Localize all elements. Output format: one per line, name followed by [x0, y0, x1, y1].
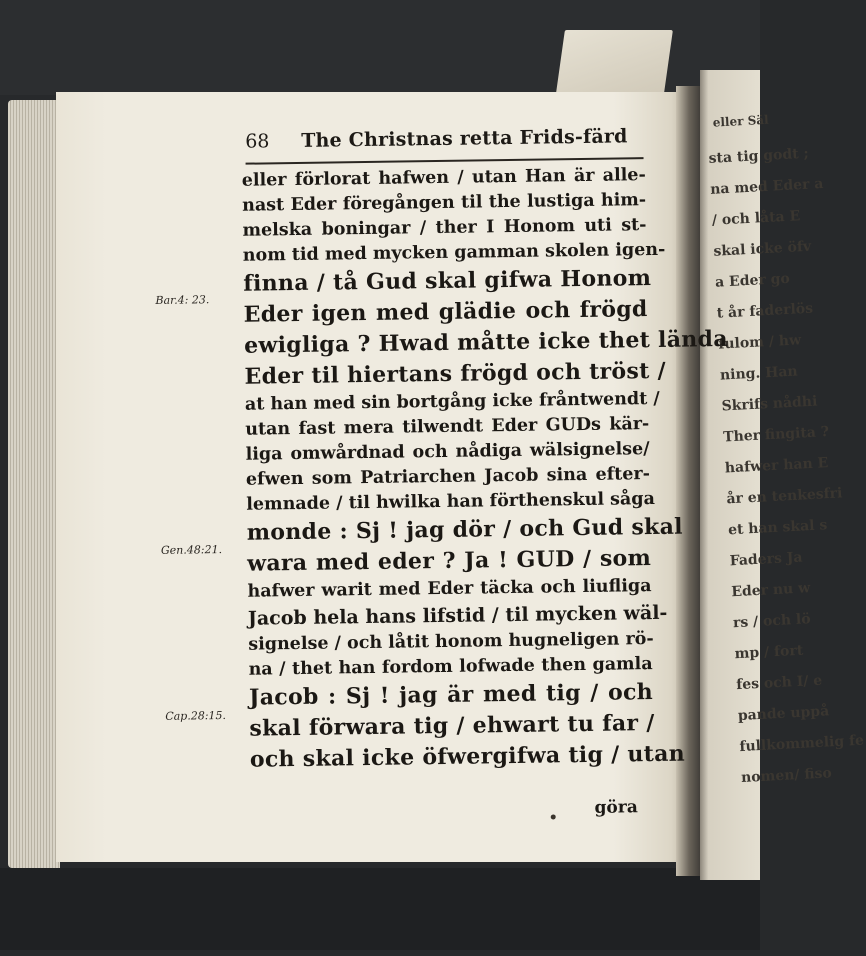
catchword: göra	[594, 797, 638, 818]
facing-page-line: a Eder go	[714, 270, 791, 291]
text-line: Jacob hela hans lifstid / til mycken wäl-	[247, 601, 668, 630]
text-line: Eder til hiertans frögd och tröst /	[244, 357, 667, 390]
text-line: monde : Sj ! jag dör / och Gud skal	[246, 513, 683, 546]
facing-page-line: hafwer han E	[724, 455, 829, 477]
facing-page-line: fullkommelig fe	[739, 732, 865, 756]
facing-page-line: skal icke öfv	[713, 238, 812, 260]
text-line: Jacob : Sj ! jag är med tig / och	[248, 679, 654, 711]
facing-page-line: år en tenkesfri	[726, 485, 843, 508]
facing-page-line: na med Eder a	[709, 175, 824, 198]
facing-page-line: et han skal s	[727, 517, 828, 539]
text-line: at han med sin bortgång icke fråntwendt /	[244, 388, 660, 415]
facing-page-line: sta tig godt ;	[708, 145, 810, 167]
facing-page-line: / och låta E	[711, 208, 801, 229]
text-line: signelse / och låtit honom hugneligen rö-	[248, 629, 654, 655]
facing-page-line: Skrifs nådhi	[721, 393, 818, 415]
text-line: ewigliga ? Hwad måtte icke thet lända	[243, 325, 728, 359]
facing-page-line: nomen/ fiso	[740, 765, 833, 787]
text-line: wara med eder ? Ja ! GUD / som	[246, 545, 652, 577]
running-title: The Christnas retta Frids-färd	[301, 125, 628, 152]
text-line: eller förlorat hafwen / utan Han är alle-	[241, 165, 646, 191]
text-line: utan fast mera tilwendt Eder GUDs kär-	[245, 414, 650, 440]
facing-page-line: ning. Han	[719, 363, 799, 384]
facing-page-line: fes och I/ e	[735, 672, 823, 694]
text-line: Eder igen med glädie och frögd	[243, 296, 648, 328]
margin-note: Cap.28:15.	[165, 709, 227, 723]
text-line: nast Eder föregången til the lustiga him-	[242, 190, 647, 216]
facing-page-line: rs / och lö	[732, 611, 812, 632]
body-text	[241, 163, 728, 776]
text-line: nom tid med mycken gamman skolen igen-	[242, 239, 666, 266]
facing-page-line: Faders Ja	[729, 549, 803, 570]
ink-dot	[551, 814, 556, 819]
text-line: liga omwårdnad och nådiga wälsignelse/	[245, 439, 650, 465]
facing-page-line: Ther fingita ?	[722, 423, 830, 446]
facing-page-header: eller Säl	[712, 112, 769, 130]
page-header	[245, 125, 645, 161]
facing-page-line: Eder nu w	[730, 580, 811, 601]
text-line: finna / tå Gud skal gifwa Honom	[243, 265, 652, 297]
text-line: na / thet han fordom lofwade then gamla	[248, 654, 653, 680]
text-line: efwen som Patriarchen Jacob sina efter-	[245, 464, 651, 490]
text-line: hafwer warit med Eder täcka och liufliga	[247, 576, 652, 602]
text-line: och skal icke öfwergifwa tig / utan	[249, 740, 686, 773]
facing-page-line: t år faderlös	[716, 300, 814, 322]
facing-page-line: mp / fort	[734, 642, 804, 663]
margin-note: Gen.48:21.	[160, 543, 223, 557]
facing-page-line: pande uppå	[737, 703, 830, 725]
page-number: 68	[245, 130, 270, 153]
text-line: skal förwara tig / ehwart tu far /	[249, 710, 655, 742]
text-line: lemnade / til hwilka han förthenskul såga	[246, 489, 656, 515]
margin-note: Bar.4: 23.	[155, 293, 210, 307]
text-line: melska boningar / ther I Honom uti st-	[242, 215, 647, 241]
facing-page-line: fulom / hw	[717, 332, 802, 353]
